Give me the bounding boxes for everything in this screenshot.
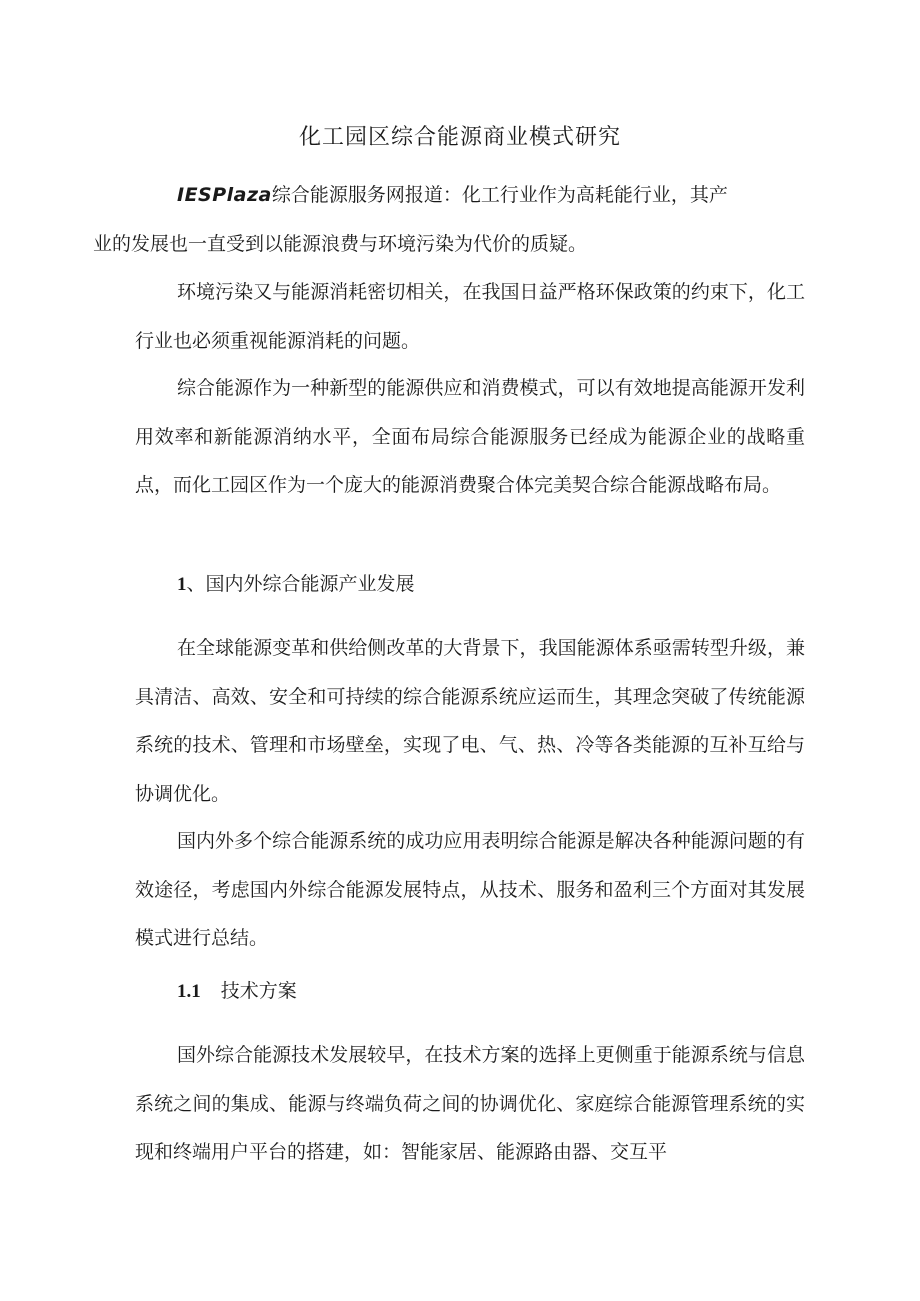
brand-name: IESPlaza	[177, 184, 272, 206]
section-1-number: 1	[177, 574, 187, 595]
section-1-1-heading	[177, 976, 297, 1007]
section-1-1-number: 1.1	[177, 981, 201, 1002]
section-1-heading	[177, 569, 415, 600]
paragraph-domestic-foreign: 国内外多个综合能源系统的成功应用表明综合能源是解决各种能源问题的有效途径，考虑国内外综合能源发展特点，从技术、服务和盈利三个方面对其发展模式进行总结。	[135, 830, 805, 949]
document-title: 化工园区综合能源商业模式研究	[298, 125, 621, 150]
paragraph-integrated-energy: 综合能源作为一种新型的能源供应和消费模式，可以有效地提高能源开发利用效率和新能源消纳水平，全面布局综合能源服务已经成为能源企业的战略重点，而化工园区作为一个庞大的能源消费聚合体完美契合综合能源战略布局。	[135, 377, 805, 496]
section-1-1-title: 技术方案	[220, 980, 297, 1002]
paragraph-energy-transition: 在全球能源变革和供给侧改革的大背景下，我国能源体系亟需转型升级，兼具清洁、高效、安全和可持续的综合能源系统应运而生，其理念突破了传统能源系统的技术、管理和市场壁垒，实现了电、气、热、冷等各类能源的互补互给与协调优化。	[135, 637, 805, 805]
paragraph-technical-solution: 国外综合能源技术发展较早，在技术方案的选择上更侧重于能源系统与信息系统之间的集成、能源与终端负荷之间的协调优化、家庭综合能源管理系统的实现和终端用户平台的搭建，如：智能家居、能源路由器、交互平	[135, 1044, 805, 1163]
intro-paragraph	[93, 171, 805, 268]
section-1-title: 、国内外综合能源产业发展	[186, 573, 415, 595]
intro-line2-text: 业的发展也一直受到以能源浪费与环境污染为代价的质疑。	[93, 232, 588, 255]
intro-line1-text: 综合能源服务网报道：化工行业作为高耗能行业，其产	[271, 184, 728, 206]
paragraph-environment: 环境污染又与能源消耗密切相关，在我国日益严格环保政策的约束下，化工行业也必须重视能源消耗的问题。	[135, 281, 805, 352]
